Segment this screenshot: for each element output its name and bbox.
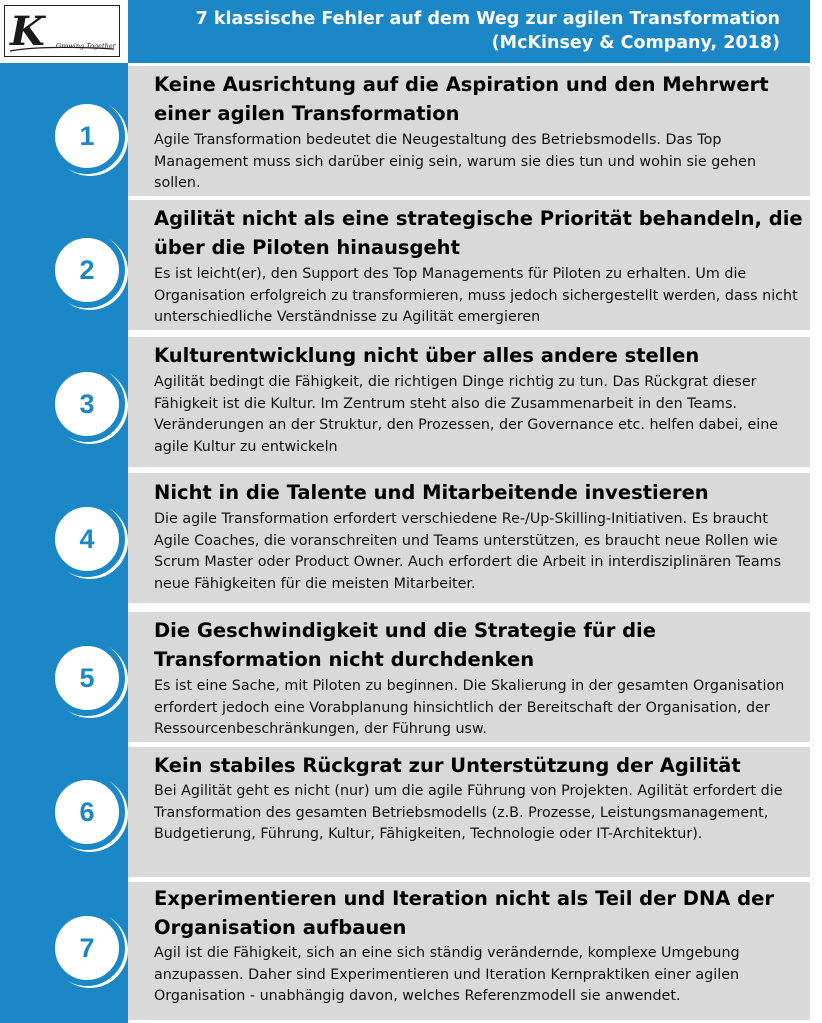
item-title: Experimentieren und Iteration nicht als Teil der DNA der Organisation aufbauen (154, 887, 774, 939)
item-card (128, 337, 810, 467)
list-item (0, 473, 810, 603)
item-card (128, 66, 810, 196)
header-title-line2: (McKinsey & Company, 2018) (491, 33, 780, 53)
list-item (0, 612, 810, 742)
item-number: 3 (79, 388, 95, 419)
header-title-line1: 7 klassische Fehler auf dem Weg zur agilen Transformation (195, 9, 780, 29)
item-body: Agilität bedingt die Fähigkeit, die richtigen Dinge richtig zu tun. Das Rückgrat dieser Fähigkeit ist die Kultur. Im Zentrum steht also die Zusammenarbeit in den Teams. Veränderungen an der Struktur, den Prozessen, der Governance etc. helfen dabei, eine agile Kultur zu entwickeln (154, 374, 779, 455)
item-number-badge (49, 366, 125, 442)
item-body: Es ist leicht(er), den Support des Top Managements für Piloten zu erhalten. Um die Organisation erfolgreich zu transformieren, muss jedoch sichergestellt werden, dass nicht unterschiedliche Verständnisse zu Agilität emergieren (154, 266, 798, 325)
logo-letter: K (10, 8, 45, 55)
item-number: 2 (79, 254, 95, 285)
list-item (0, 882, 810, 1020)
item-card (128, 612, 810, 742)
list-item (0, 66, 810, 196)
item-card (128, 200, 810, 330)
item-title: Die Geschwindigkeit und die Strategie für die Transformation nicht durchdenken (154, 619, 656, 671)
list-item (0, 337, 810, 467)
logo-tagline: Growing Together (56, 42, 116, 50)
item-title: Agilität nicht als eine strategische Priorität behandeln, die über die Piloten hinausgeht (154, 207, 803, 259)
item-number-badge (49, 98, 125, 174)
item-body: Bei Agilität geht es nicht (nur) um die agile Führung von Projekten. Agilität erfordert die Transformation des gesamten Betriebsmodells (z.B. Prozesse, Leistungsmanagement, Budgetierung, Führung, Kultur, Fähigkeiten, Technologie oder IT-Architektur). (154, 783, 783, 842)
item-body: Die agile Transformation erfordert verschiedene Re-/Up-Skilling-Initiativen. Es braucht Agile Coaches, die voranschreiten und Teams unterstützen, es braucht neue Rollen wie Scrum Master oder Product Owner. Auch erfordert die Arbeit in interdisziplinären Teams neue Fähigkeiten für die meisten Mitarbeiter. (154, 511, 782, 592)
item-number: 7 (79, 932, 95, 963)
item-card (128, 473, 810, 603)
list-item (0, 200, 810, 330)
item-body: Agil ist die Fähigkeit, sich an eine sich ständig verändernde, komplexe Umgebung anzupassen. Daher sind Experimentieren und Iteration Kernpraktiken einer agilen Organisation - unabhängig davon, welches Referenzmodell sie anwendet. (154, 945, 740, 1004)
item-number-badge (49, 501, 125, 577)
item-card (128, 747, 810, 877)
item-title: Kulturentwicklung nicht über alles andere stellen (154, 344, 700, 367)
item-number-badge (49, 640, 125, 716)
list-item (0, 747, 810, 877)
item-number-badge (49, 910, 125, 986)
item-number: 6 (79, 796, 95, 827)
item-number: 4 (79, 523, 95, 554)
item-title: Kein stabiles Rückgrat zur Unterstützung der Agilität (154, 754, 741, 777)
logo-mark (4, 5, 120, 57)
item-number-badge (49, 232, 125, 308)
item-number-badge (49, 774, 125, 850)
item-number: 5 (79, 662, 95, 693)
header-title (160, 7, 780, 55)
item-number: 1 (79, 120, 95, 151)
logo (4, 5, 120, 57)
item-body: Agile Transformation bedeutet die Neugestaltung des Betriebsmodells. Das Top Management muss sich darüber einig sein, warum sie dies tun und wohin sie gehen sollen. (154, 132, 757, 191)
item-body: Es ist eine Sache, mit Piloten zu beginnen. Die Skalierung in der gesamten Organisation erfordert jedoch eine Vorabplanung hinsichtlich der Bereitschaft der Organisation, der Ressourcenbeschränkungen, der Führung usw. (154, 678, 785, 737)
item-card (128, 882, 810, 1020)
item-title: Keine Ausrichtung auf die Aspiration und den Mehrwert einer agilen Transformation (154, 73, 769, 125)
item-title: Nicht in die Talente und Mitarbeitende investieren (154, 481, 709, 504)
header (128, 0, 810, 63)
